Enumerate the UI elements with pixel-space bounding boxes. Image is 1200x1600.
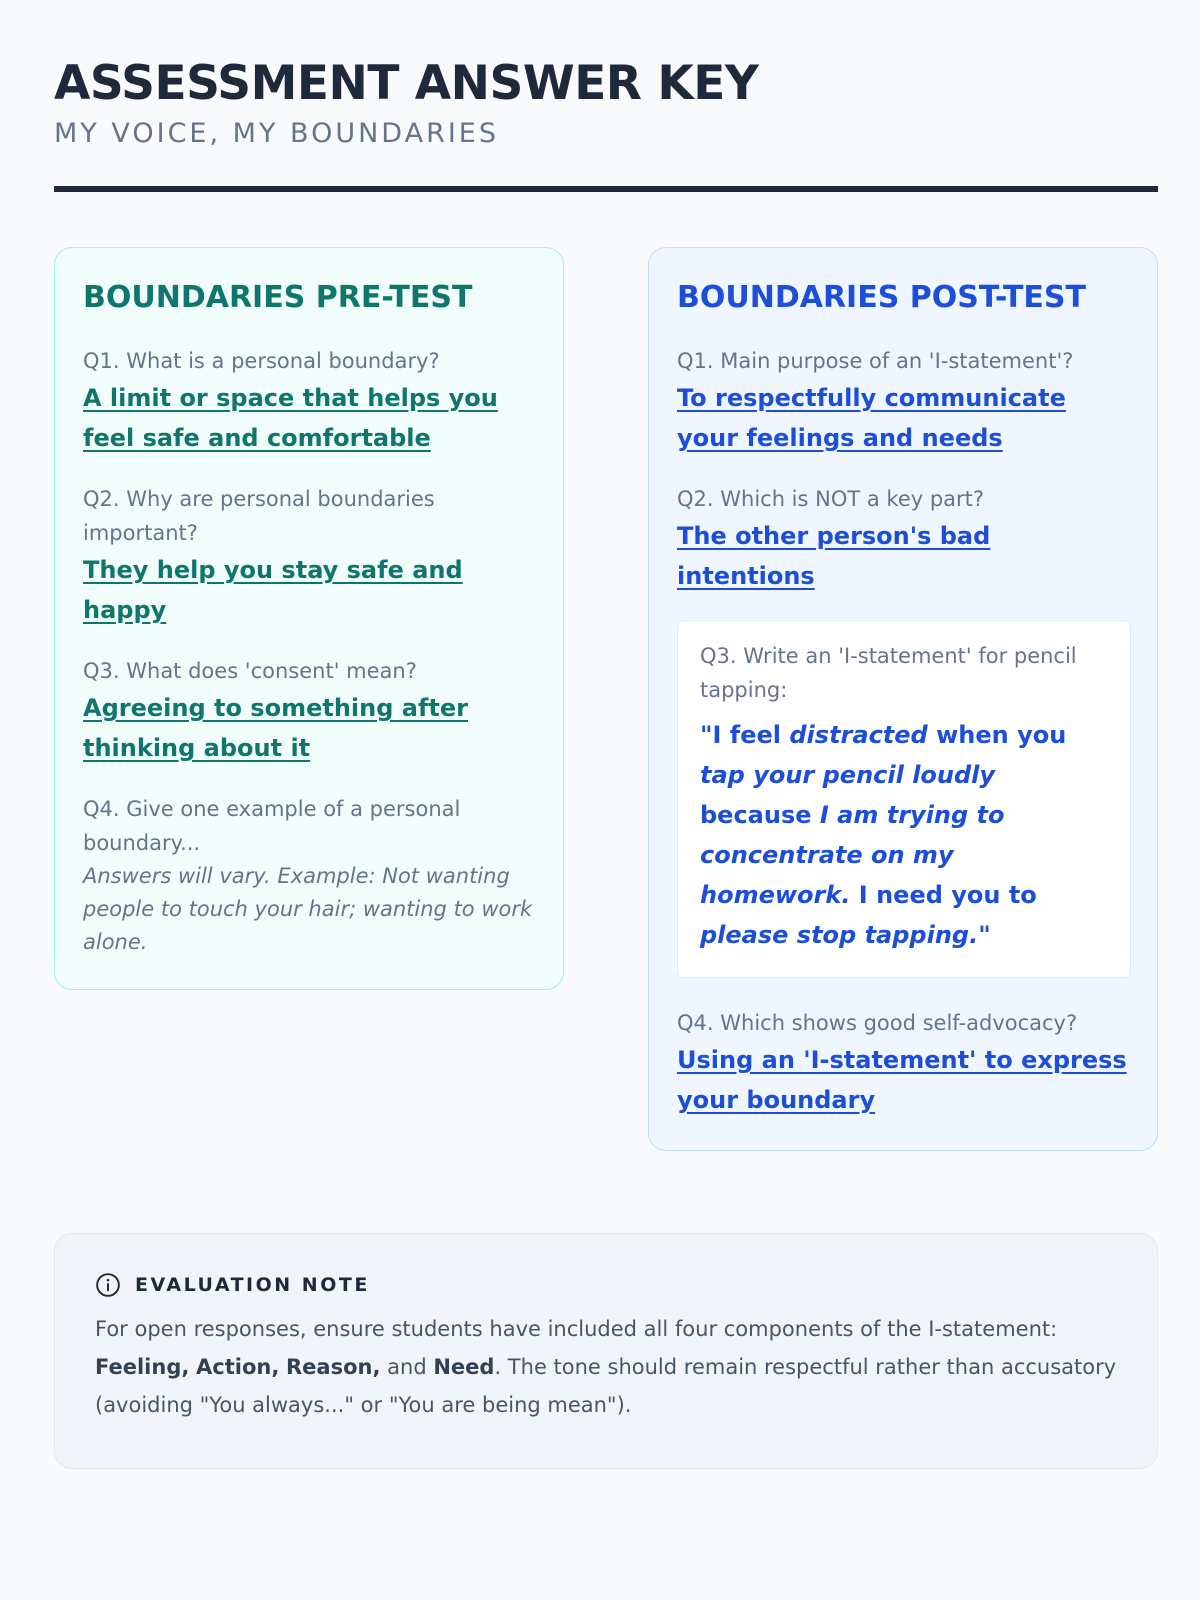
answer-text: They help you stay safe and happy bbox=[83, 556, 463, 624]
answer-text: To respectfully communicate your feelings and needs bbox=[677, 384, 1066, 452]
component-feeling: Feeling, bbox=[95, 1355, 190, 1379]
open-answer-text: Answers will vary. Example: Not wanting people to touch your hair; wanting to work alone. bbox=[83, 864, 533, 954]
question-text: Q2. Why are personal boundaries important? bbox=[83, 487, 435, 545]
post-test-q2 bbox=[677, 482, 1131, 596]
question-text: Q1. What is a personal boundary? bbox=[83, 349, 440, 373]
pre-test-q1 bbox=[83, 344, 537, 458]
statement-fixed-text: when you bbox=[927, 721, 1067, 749]
pre-test-title: BOUNDARIES PRE-TEST bbox=[83, 280, 473, 315]
statement-need: please stop tapping. bbox=[700, 921, 979, 949]
note-header bbox=[95, 1272, 1117, 1298]
evaluation-note bbox=[54, 1233, 1158, 1469]
question-text: Q3. What does 'consent' mean? bbox=[83, 659, 417, 683]
question-text: Q4. Give one example of a personal boundary... bbox=[83, 797, 461, 855]
info-icon bbox=[95, 1272, 121, 1298]
question-text: Q2. Which is NOT a key part? bbox=[677, 487, 985, 511]
page-subtitle: MY VOICE, MY BOUNDARIES bbox=[54, 118, 499, 149]
pre-test-card bbox=[54, 247, 564, 990]
note-body bbox=[95, 1310, 1117, 1424]
statement-reason: I am trying to concentrate on my homework. bbox=[700, 801, 1005, 909]
post-test-q1 bbox=[677, 344, 1131, 458]
i-statement-example bbox=[700, 715, 1108, 955]
post-test-title: BOUNDARIES POST-TEST bbox=[677, 280, 1086, 315]
post-test-q3-example bbox=[677, 620, 1131, 978]
test-columns bbox=[54, 247, 1158, 1151]
post-test-q4 bbox=[677, 1006, 1131, 1120]
question-text: Q4. Which shows good self-advocacy? bbox=[677, 1011, 1078, 1035]
statement-fixed-text: I need you to bbox=[850, 881, 1037, 909]
answer-text: Using an 'I-statement' to express your boundary bbox=[677, 1046, 1127, 1114]
answer-text: A limit or space that helps you feel safe and comfortable bbox=[83, 384, 498, 452]
note-text: For open responses, ensure students have included all four components of the I-statement: bbox=[95, 1317, 1058, 1341]
question-text: Q1. Main purpose of an 'I-statement'? bbox=[677, 349, 1074, 373]
question-text: Q3. Write an 'I-statement' for pencil tapping: bbox=[700, 644, 1077, 702]
note-and: and bbox=[387, 1355, 427, 1379]
header-divider bbox=[54, 186, 1158, 192]
post-test-card bbox=[648, 247, 1158, 1151]
component-need: Need bbox=[433, 1355, 495, 1379]
page-title: ASSESSMENT ANSWER KEY bbox=[54, 56, 759, 111]
note-text: . The tone should remain respectful rather than accusatory (avoiding "You always..." or "You are being mean"). bbox=[95, 1355, 1117, 1417]
pre-test-q3 bbox=[83, 654, 537, 768]
statement-fixed-text: because bbox=[700, 801, 820, 829]
answer-text: Agreeing to something after thinking about it bbox=[83, 694, 468, 762]
page-header bbox=[54, 56, 1146, 152]
answer-text: The other person's bad intentions bbox=[677, 522, 991, 590]
component-action: Action, bbox=[196, 1355, 280, 1379]
pre-test-q4 bbox=[83, 792, 537, 959]
statement-fixed-text: " bbox=[978, 921, 991, 949]
pre-test-q2 bbox=[83, 482, 537, 630]
statement-feeling: distracted bbox=[789, 721, 928, 749]
component-reason: Reason, bbox=[286, 1355, 381, 1379]
statement-action: tap your pencil loudly bbox=[700, 761, 996, 789]
statement-fixed-text: "I feel bbox=[700, 721, 790, 749]
note-title: EVALUATION NOTE bbox=[135, 1274, 370, 1296]
